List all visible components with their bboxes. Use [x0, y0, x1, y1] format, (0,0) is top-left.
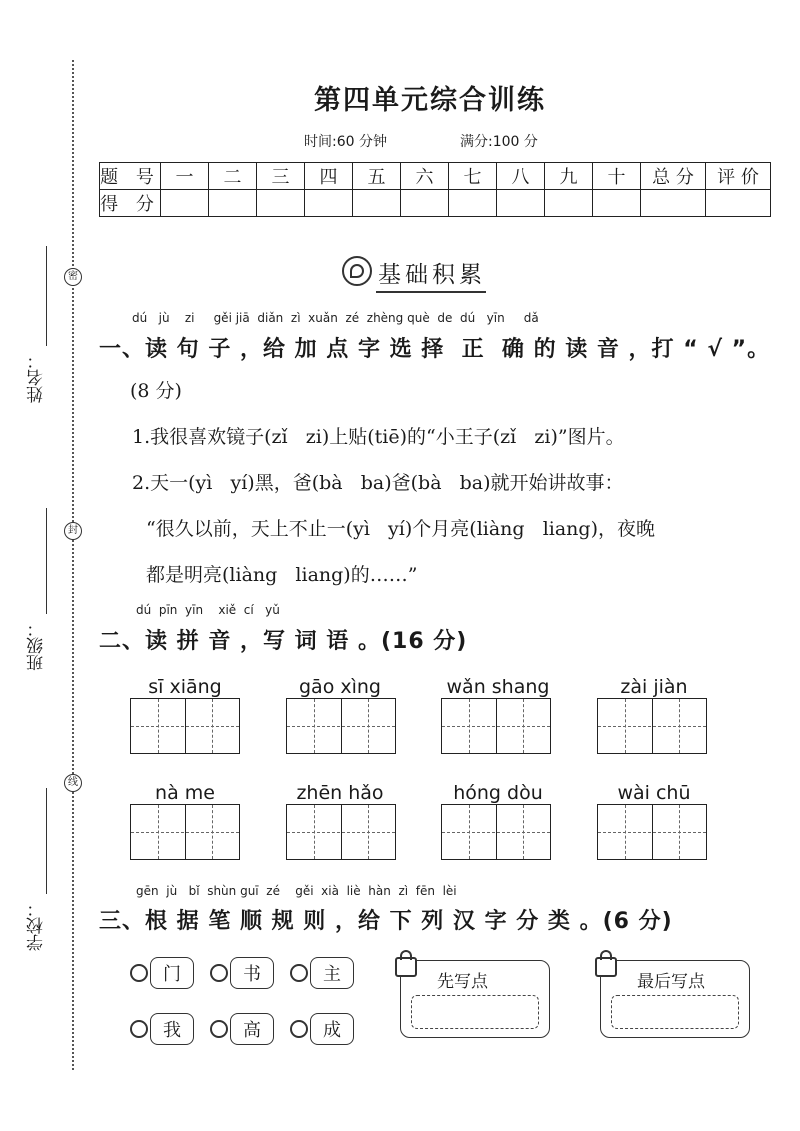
score-cell[interactable]: [161, 190, 209, 217]
table-cell: 总 分: [641, 163, 706, 190]
q1-item-2-end[interactable]: 都是明亮(liàng liang)的……”: [146, 564, 418, 586]
seal-mark-bottom: 线: [64, 774, 82, 792]
table-cell: 三: [257, 163, 305, 190]
character-tag[interactable]: 成: [290, 1012, 354, 1046]
table-cell: 得 分: [100, 190, 161, 217]
thumbs-up-icon: [342, 256, 372, 286]
q2-heading: 二、读 拼 音 ，写 词 语 。(16 分): [99, 629, 468, 654]
score-cell[interactable]: [593, 190, 641, 217]
word-pinyin: zài jiàn: [620, 676, 688, 698]
lock-icon: [395, 957, 417, 977]
school-field[interactable]: [46, 788, 47, 894]
writing-grid[interactable]: [597, 698, 707, 754]
table-cell: 十: [593, 163, 641, 190]
score-cell[interactable]: [706, 190, 771, 217]
word-pinyin: zhēn hǎo: [296, 782, 384, 804]
table-cell: 九: [545, 163, 593, 190]
table-cell: 六: [401, 163, 449, 190]
section-heading: [342, 256, 486, 289]
score-table-score-row: [100, 190, 771, 217]
character-tag[interactable]: 高: [210, 1012, 274, 1046]
word-pinyin: hóng dòu: [453, 782, 543, 804]
writing-grid[interactable]: [286, 804, 396, 860]
key-icon: [290, 1020, 308, 1038]
writing-grid[interactable]: [441, 804, 551, 860]
answer-box-first-dot[interactable]: [400, 960, 550, 1038]
key-icon: [210, 964, 228, 982]
score-cell[interactable]: [449, 190, 497, 217]
writing-grid[interactable]: [441, 698, 551, 754]
character-tag[interactable]: 我: [130, 1012, 194, 1046]
q1-item-2[interactable]: 2.天一(yì yí)黑，爸(bà ba)爸(bà ba)就开始讲故事：: [132, 472, 624, 494]
table-cell: 一: [161, 163, 209, 190]
score-cell[interactable]: [305, 190, 353, 217]
writing-grid[interactable]: [130, 804, 240, 860]
table-cell: 题 号: [100, 163, 161, 190]
class-label: 班级：: [27, 620, 47, 671]
seal-mark-top: 密: [64, 268, 82, 286]
lock-icon: [595, 957, 617, 977]
name-field[interactable]: [46, 246, 47, 346]
table-cell: 五: [353, 163, 401, 190]
school-label: 学校：: [27, 900, 47, 951]
character-tag[interactable]: 门: [130, 956, 194, 990]
score-table-header-row: [100, 163, 771, 190]
q1-pinyin: dú jù zi gěi jiā diǎn zì xuǎn zé zhèng què de dú yīn dǎ: [132, 311, 539, 325]
score-table: [99, 162, 771, 217]
seal-mark-middle: 封: [64, 522, 82, 540]
score-cell[interactable]: [401, 190, 449, 217]
answer-area[interactable]: [411, 995, 539, 1029]
table-cell: 七: [449, 163, 497, 190]
q2-pinyin: dú pīn yīn xiě cí yǔ: [136, 603, 280, 617]
writing-grid[interactable]: [597, 804, 707, 860]
character-tag[interactable]: 书: [210, 956, 274, 990]
score-cell[interactable]: [641, 190, 706, 217]
word-pinyin: gāo xìng: [299, 676, 381, 698]
q3-pinyin: gēn jù bǐ shùn guī zé gěi xià liè hàn zì fēn lèi: [136, 884, 457, 898]
score-cell[interactable]: [353, 190, 401, 217]
key-icon: [130, 1020, 148, 1038]
q1-heading: 一、读 句 子 ，给 加 点 字 选 择 正 确 的 读 音 ，打 “ √ ”。: [99, 337, 771, 362]
page-title: 第四单元综合训练: [314, 85, 546, 116]
key-icon: [290, 964, 308, 982]
name-label: 姓名：: [27, 352, 47, 403]
answer-box-label: 最后写点: [637, 972, 705, 992]
word-pinyin: sī xiāng: [148, 676, 222, 698]
writing-grid[interactable]: [286, 698, 396, 754]
table-cell: 二: [209, 163, 257, 190]
section-underline: [376, 291, 486, 293]
q1-item-2-cont[interactable]: “很久以前，天上不止一(yì yí)个月亮(liàng liang)，夜晚: [146, 518, 655, 540]
time-limit: 时间:60 分钟: [304, 134, 387, 150]
word-pinyin: wǎn shang: [446, 676, 550, 698]
section-title: 基础积累: [378, 262, 486, 288]
answer-box-label: 先写点: [437, 972, 488, 992]
writing-grid[interactable]: [130, 698, 240, 754]
q1-score: (8 分): [130, 380, 182, 402]
full-score: 满分:100 分: [460, 134, 538, 150]
key-icon: [130, 964, 148, 982]
binding-dotted-line: [72, 60, 74, 1070]
table-cell: 四: [305, 163, 353, 190]
score-cell[interactable]: [257, 190, 305, 217]
score-cell[interactable]: [545, 190, 593, 217]
character-tag[interactable]: 主: [290, 956, 354, 990]
answer-box-last-dot[interactable]: [600, 960, 750, 1038]
score-cell[interactable]: [209, 190, 257, 217]
key-icon: [210, 1020, 228, 1038]
word-pinyin: wài chū: [617, 782, 691, 804]
table-cell: 评 价: [706, 163, 771, 190]
answer-area[interactable]: [611, 995, 739, 1029]
q3-heading: 三、根 据 笔 顺 规 则 ，给 下 列 汉 字 分 类 。(6 分): [99, 909, 673, 934]
class-field[interactable]: [46, 508, 47, 614]
table-cell: 八: [497, 163, 545, 190]
word-pinyin: nà me: [155, 782, 215, 804]
score-cell[interactable]: [497, 190, 545, 217]
q1-item-1[interactable]: 1.我很喜欢镜子(zǐ zi)上贴(tiē)的“小王子(zǐ zi)”图片。: [132, 426, 625, 448]
